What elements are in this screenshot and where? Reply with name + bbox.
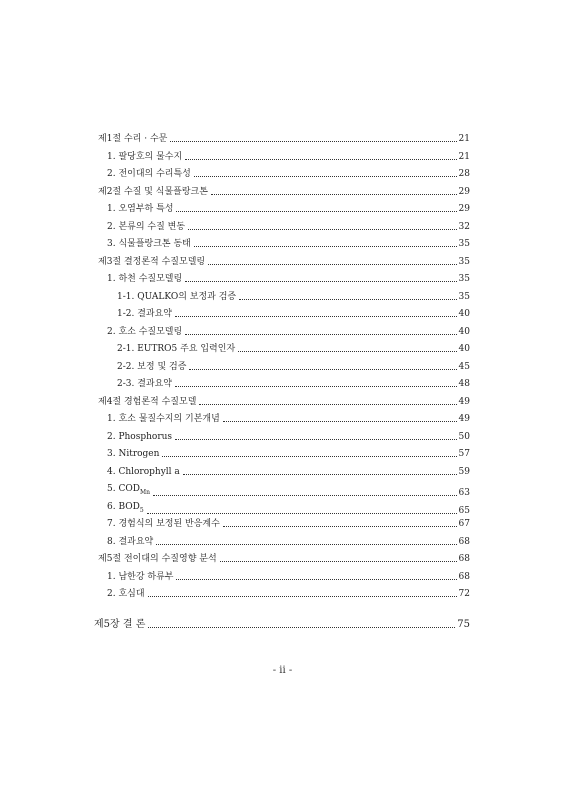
toc-label: 2-1. EUTRO5 주요 입력인자	[117, 344, 236, 354]
toc-leader-dots	[238, 351, 456, 352]
toc-label: 7. 경험식의 보정된 반응계수	[107, 519, 220, 529]
toc-leader-dots	[153, 495, 457, 496]
toc-label: 제5절 전이대의 수질영향 분석	[98, 554, 217, 564]
toc-entry	[117, 308, 470, 320]
toc-page-number: 48	[458, 379, 470, 389]
toc-row	[0, 308, 565, 322]
toc-page-number: 68	[458, 554, 470, 564]
toc-leader-dots	[194, 246, 457, 247]
toc-entry	[107, 483, 470, 499]
toc-row	[0, 221, 565, 235]
toc-row	[0, 571, 565, 585]
toc-label: 제1절 수리 · 수문	[98, 134, 168, 144]
toc-page-number: 35	[458, 239, 470, 249]
toc-leader-dots	[185, 334, 456, 335]
toc-label-subscript: Mn	[139, 488, 150, 496]
toc-label: 1. 남한강 하류부	[107, 572, 174, 582]
toc-page-number: 28	[458, 169, 470, 179]
toc-entry	[107, 536, 470, 548]
toc-row	[0, 483, 565, 497]
toc-leader-dots	[199, 404, 456, 405]
toc-leader-dots	[183, 474, 457, 475]
toc-entry	[107, 151, 470, 163]
toc-label: 제2절 수질 및 식물플랑크톤	[98, 187, 208, 197]
toc-label: 3. 식물플랑크톤 동태	[107, 239, 191, 249]
toc-row	[0, 186, 565, 200]
toc-row	[0, 518, 565, 532]
toc-page-number: 40	[458, 344, 470, 354]
toc-entry	[107, 448, 470, 460]
toc-page-number: 67	[458, 519, 470, 529]
toc-label: 제4절 경험론적 수질모델	[98, 397, 197, 407]
toc-label-subscript: 5	[139, 506, 144, 514]
toc-page-number: 21	[458, 152, 470, 162]
toc-row	[0, 396, 565, 410]
toc-entry	[98, 396, 470, 408]
toc-label: 2. 호심대	[107, 589, 145, 599]
toc-entry	[117, 291, 470, 303]
toc-row	[0, 133, 565, 147]
toc-leader-dots	[189, 369, 456, 370]
toc-leader-dots	[220, 561, 457, 562]
toc-label: 1. 오염부하 특성	[107, 204, 174, 214]
toc-page-number: 68	[458, 537, 470, 547]
toc-row	[0, 448, 565, 462]
toc-page-number: 32	[458, 222, 470, 232]
toc-page-number: 75	[457, 619, 470, 630]
toc-leader-dots	[185, 159, 456, 160]
toc-row	[0, 326, 565, 340]
toc-leader-dots	[148, 596, 457, 597]
toc-label: 2. 전이대의 수리특성	[107, 169, 191, 179]
toc-label: 1-2. 결과요약	[117, 309, 172, 319]
toc-label	[107, 501, 147, 517]
toc-row	[0, 203, 565, 217]
toc-row	[0, 238, 565, 252]
toc-page-number: 21	[458, 134, 470, 144]
toc-entry	[98, 186, 470, 198]
toc-row	[0, 361, 565, 375]
toc-row	[0, 151, 565, 165]
toc-entry	[107, 273, 470, 285]
toc-entry	[107, 203, 470, 215]
toc-label-text: 6. BOD	[107, 502, 140, 512]
toc-page-number: 35	[458, 274, 470, 284]
toc-entry	[117, 343, 470, 355]
toc-leader-dots	[156, 544, 456, 545]
toc-entry	[107, 238, 470, 250]
toc-row	[0, 619, 565, 633]
toc-row	[0, 588, 565, 602]
toc-row	[0, 273, 565, 287]
page-number-footer: - ii -	[272, 665, 293, 676]
toc-leader-dots	[175, 316, 457, 317]
toc-entry	[94, 619, 470, 631]
toc-entry	[107, 588, 470, 600]
toc-entry	[98, 133, 470, 145]
toc-leader-dots	[239, 299, 456, 300]
toc-label: 4. Chlorophyll a	[107, 467, 180, 477]
toc-row	[0, 291, 565, 305]
toc-label: 2-3. 결과요약	[117, 379, 172, 389]
toc-entry	[117, 378, 470, 390]
toc-leader-dots	[176, 211, 456, 212]
toc-leader-dots	[211, 194, 457, 195]
toc-page-number: 29	[458, 187, 470, 197]
toc-page-number: 49	[458, 397, 470, 407]
toc-leader-dots	[176, 579, 456, 580]
toc-leader-dots	[175, 439, 457, 440]
toc-entry	[117, 361, 470, 373]
toc-page-number: 45	[458, 362, 470, 372]
toc-entry	[107, 413, 470, 425]
toc-entry	[98, 256, 470, 268]
toc-label: 2. 호소 수질모델링	[107, 327, 183, 337]
toc-row	[0, 378, 565, 392]
toc-entry	[107, 501, 470, 517]
toc-entry	[107, 466, 470, 478]
toc-leader-dots	[170, 141, 456, 142]
toc-leader-dots	[147, 513, 457, 514]
toc-page-number: 72	[458, 589, 470, 599]
toc-page-number: 49	[458, 414, 470, 424]
toc-page-number: 35	[458, 292, 470, 302]
toc-label-text: 5. COD	[107, 484, 140, 494]
toc-row	[0, 343, 565, 357]
toc-label	[107, 483, 153, 499]
toc-row	[0, 256, 565, 270]
toc-entry	[107, 221, 470, 233]
toc-leader-dots	[162, 456, 456, 457]
toc-entry	[107, 571, 470, 583]
toc-row	[0, 536, 565, 550]
toc-page-number: 63	[458, 487, 470, 498]
toc-label: 1. 호소 물질수지의 기본개념	[107, 414, 220, 424]
toc-row	[0, 553, 565, 567]
toc-page-number: 40	[458, 327, 470, 337]
toc-leader-dots	[194, 176, 457, 177]
toc-row	[0, 431, 565, 445]
toc-leader-dots	[208, 264, 456, 265]
toc-label: 1. 팔당호의 물수지	[107, 152, 183, 162]
toc-entry	[107, 431, 470, 443]
toc-entry	[107, 326, 470, 338]
toc-label: 2. Phosphorus	[107, 432, 173, 442]
toc-page-number: 35	[458, 257, 470, 267]
toc-page-number: 68	[458, 572, 470, 582]
toc-leader-dots	[188, 229, 457, 230]
toc-leader-dots	[223, 526, 457, 527]
toc-entry	[107, 518, 470, 530]
toc-page-number: 59	[458, 467, 470, 477]
toc-page-number: 50	[458, 432, 470, 442]
toc-row	[0, 413, 565, 427]
toc-page-number: 57	[458, 449, 470, 459]
toc-page-number: 40	[458, 309, 470, 319]
toc-label: 3. Nitrogen	[107, 449, 160, 459]
toc-row	[0, 168, 565, 182]
toc-label: 2. 본류의 수질 변동	[107, 222, 186, 232]
toc-leader-dots	[223, 421, 457, 422]
toc-entry	[107, 168, 470, 180]
toc-label: 제5장 결 론	[94, 619, 146, 630]
toc-row	[0, 466, 565, 480]
toc-leader-dots	[148, 627, 455, 628]
toc-label: 1-1. QUALKO의 보정과 검증	[117, 292, 237, 302]
toc-label: 제3절 결정론적 수질모델링	[98, 257, 206, 267]
toc-page-number: 29	[458, 204, 470, 214]
toc-label: 1. 하천 수질모델링	[107, 274, 183, 284]
toc-label: 8. 결과요약	[107, 537, 154, 547]
toc-leader-dots	[175, 386, 457, 387]
toc-page-number: 65	[458, 505, 470, 516]
toc-row	[0, 501, 565, 515]
toc-label: 2-2. 보정 및 검증	[117, 362, 187, 372]
toc-entry	[98, 553, 470, 565]
toc-leader-dots	[185, 281, 456, 282]
